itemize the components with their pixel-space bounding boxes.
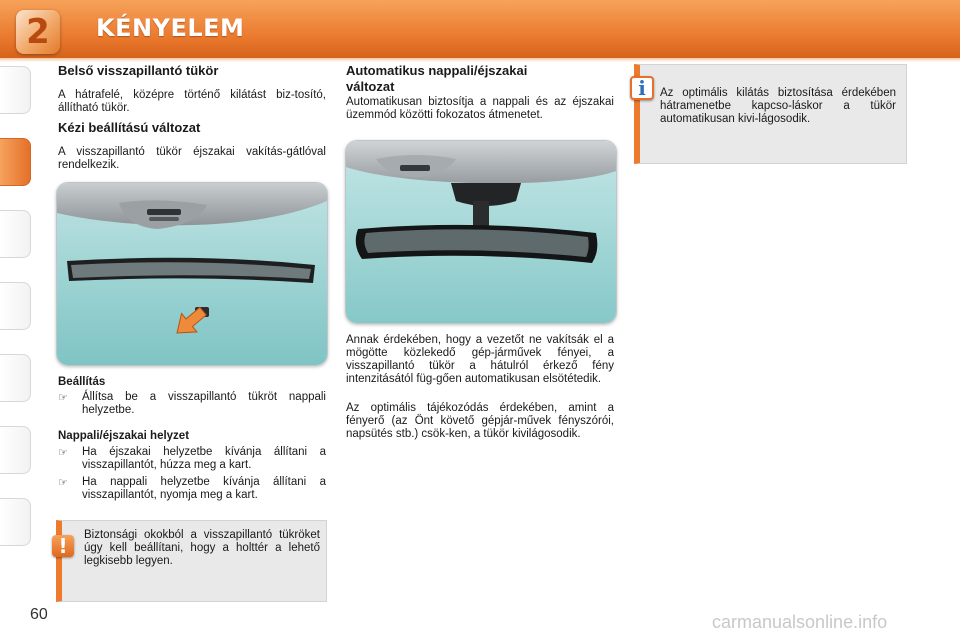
- auto-mirror-illustration: [346, 141, 616, 323]
- auto-version-title-line2: változat: [346, 79, 395, 94]
- manual-mirror-illustration: [57, 183, 327, 365]
- day-position-instruction: [58, 476, 326, 502]
- manual-version-title: Kézi beállítású változat: [58, 120, 201, 135]
- chapter-tab-4[interactable]: [0, 282, 31, 330]
- auto-brightening-explanation: Az optimális tájékozódás érdekében, amint a fényerő (az Önt követő gépjár-művek fényszórói, napsütés stb.) csök-ken, a tükör kivilágosodik.: [346, 402, 614, 440]
- warning-exclamation-icon: !: [52, 535, 74, 557]
- reverse-gear-info-text: Az optimális kilátás biztosítása érdekében hátramenetbe kapcso-láskor a tükör automatikusan kivi-lágosodik.: [660, 87, 896, 125]
- reverse-gear-info-box: [634, 64, 907, 164]
- auto-version-intro: Automatikusan biztosítja a nappali és az éjszakai üzemmód közötti fokozatos átmenetet.: [346, 96, 614, 121]
- page-number: 60: [30, 606, 48, 623]
- chapter-tabs: [0, 66, 32, 576]
- mirror-intro-text: A hátrafelé, középre történő kilátást biz-tosító, állítható tükör.: [58, 89, 326, 114]
- safety-warning-text: Biztonsági okokból a visszapillantó tükröket úgy kell beállítani, hogy a holttér a lehető legkisebb legyen.: [84, 529, 320, 567]
- chapter-tab-5[interactable]: [0, 354, 31, 402]
- chapter-tab-2-active[interactable]: [0, 138, 31, 186]
- adjustment-instruction-text: Állítsa be a visszapillantó tükröt nappali helyzetbe.: [82, 391, 326, 416]
- night-position-text: Ha éjszakai helyzetbe kívánja állítani a visszapillantót, húzza meg a kart.: [82, 446, 326, 471]
- day-position-text: Ha nappali helyzetbe kívánja állítani a visszapillantót, nyomja meg a kart.: [82, 476, 326, 501]
- auto-mirror-photo: [345, 140, 617, 324]
- chapter-number-badge: 2: [16, 10, 60, 54]
- chapter-tab-6[interactable]: [0, 426, 31, 474]
- pointing-hand-icon: ☞: [58, 446, 68, 459]
- manual-mirror-photo: [56, 182, 328, 366]
- manual-version-text: A visszapillantó tükör éjszakai vakítás-gátlóval rendelkezik.: [58, 146, 326, 171]
- chapter-tab-7[interactable]: [0, 498, 31, 546]
- info-icon: i: [630, 76, 654, 100]
- watermark-text: carmanualsonline.info: [712, 612, 888, 632]
- adjustment-heading: Beállítás: [58, 376, 106, 388]
- night-position-instruction: [58, 446, 326, 472]
- chapter-tab-3[interactable]: [0, 210, 31, 258]
- chapter-tab-1[interactable]: [0, 66, 31, 114]
- day-night-heading: Nappali/éjszakai helyzet: [58, 430, 190, 442]
- pointing-hand-icon: ☞: [58, 391, 68, 404]
- pointing-hand-icon: ☞: [58, 476, 68, 489]
- safety-warning-box: [56, 520, 327, 602]
- auto-version-title-line1: Automatikus nappali/éjszakai: [346, 63, 528, 78]
- auto-dimming-explanation: Annak érdekében, hogy a vezetőt ne vakítsák el a mögötte közlekedő gép-járművek fényei, a visszapillantó tükör a hátulról érkező fény intenzitásától füg-gően automatikusan elsötétedik.: [346, 334, 614, 385]
- section-title-interior-mirror: Belső visszapillantó tükör: [58, 63, 219, 78]
- adjustment-instruction: [58, 391, 326, 417]
- header-fade: [0, 58, 960, 62]
- chapter-title: KÉNYELEM: [96, 14, 245, 42]
